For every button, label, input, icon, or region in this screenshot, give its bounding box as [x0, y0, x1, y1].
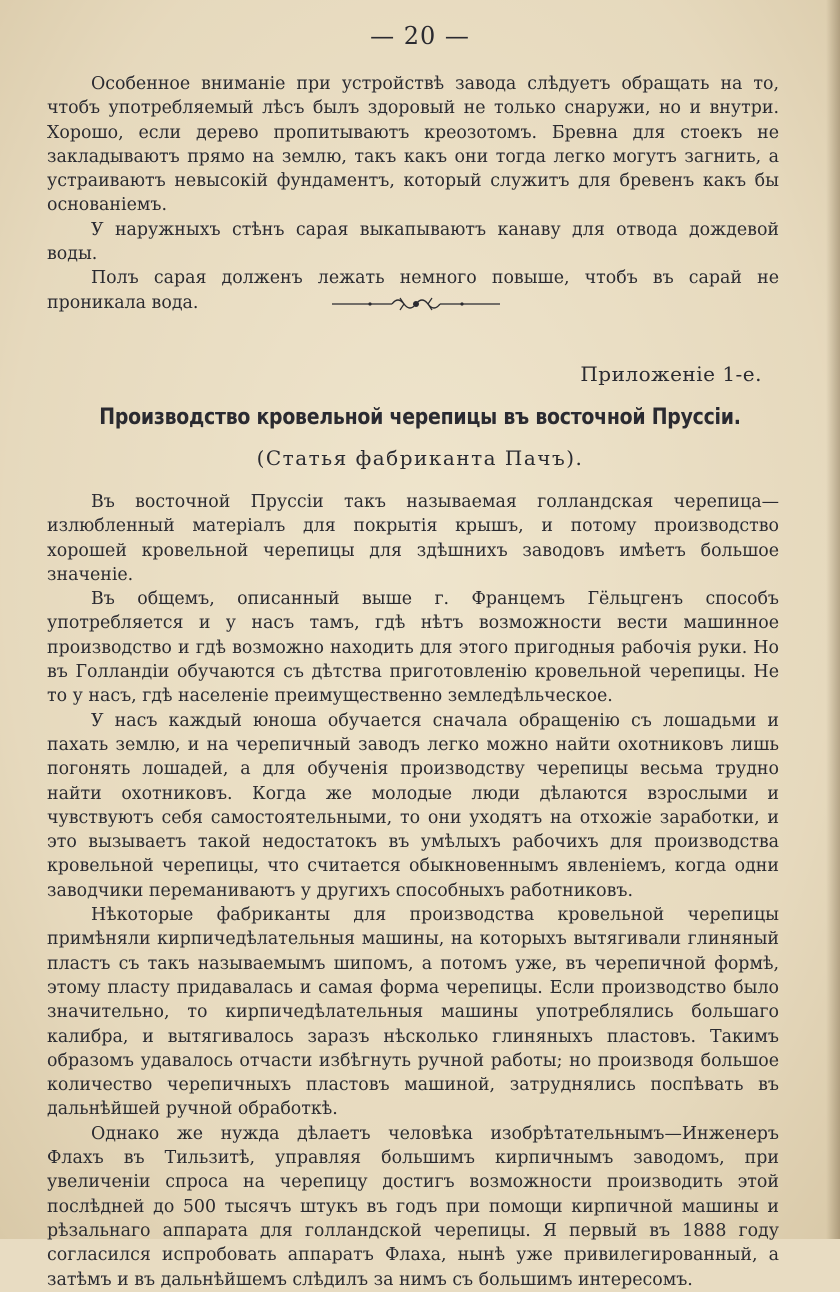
section-intro-text: [47, 72, 779, 315]
paragraph: Въ общемъ, описанный выше г. Францемъ Гёльцгенъ способъ употребляется и у насъ тамъ, гдѣ нѣтъ возможности вести машинное производство и гдѣ возможно находить для этого пригодныя рабочія руки. Но въ Голландіи обучаются съ дѣтства приготовленію кровельной черепицы. Не то у насъ, гдѣ населеніе преимущественно земледѣльческое.: [47, 589, 779, 707]
decorative-divider-ornament: [330, 292, 502, 316]
paragraph: Однако же нужда дѣлаетъ человѣка изобрѣтательнымъ—Инженеръ Флахъ въ Тильзитѣ, управляя большимъ кирпичнымъ заводомъ, при увеличеніи спроса на черепицу достигъ возможности производить этой послѣдней до 500 тысячъ штукъ въ годъ при помощи кирпичной машины и рѣзальнаго аппарата для голландской черепицы. Я первый въ 1888 году согласился испробовать аппаратъ Флаха, нынѣ уже привилегированный, а затѣмъ и въ дальнѣйшемъ слѣдилъ за нимъ съ большимъ интересомъ.: [47, 1123, 779, 1290]
article-title: Производство кровельной черепицы въ восточной Пруссіи.: [99, 404, 741, 430]
paragraph: Особенное вниманіе при устройствѣ завода слѣдуетъ обращать на то, чтобъ употребляемый лѣсъ былъ здоровый не только снаружи, но и внутри. Хорошо, если дерево пропитываютъ креозотомъ. Бревна для стоекъ не закладываютъ прямо на землю, такъ какъ они тогда легко могутъ загнить, а устраиваютъ невысокій фундаментъ, который служитъ для бревенъ какъ бы основаніемъ.: [47, 74, 779, 216]
paragraph: Нѣкоторые фабриканты для производства кровельной черепицы примѣняли кирпичедѣлательныя машины, на которыхъ вытягивали глиняный пластъ съ такъ называемымъ шипомъ, а потомъ уже, въ черепичной формѣ, этому пласту придавалась и самая форма черепицы. Если производство было значительно, то кирпичедѣлательныя машины употреблялись большаго калибра, и вытягивалось заразъ нѣсколько глиняныхъ пластовъ. Такимъ образомъ удавалось отчасти избѣгнуть ручной работы; но производя большое количество черепичныхъ пластовъ машиной, затруднялись поспѣвать въ дальнѣйшей ручной обработкѣ.: [47, 905, 779, 1120]
page-number: — 20 —: [370, 22, 470, 50]
appendix-label: Приложеніе 1-е.: [580, 362, 762, 386]
page-edge-shadow: [826, 0, 840, 1239]
article-body: [47, 490, 779, 1292]
paragraph: У насъ каждый юноша обучается сначала обращенію съ лошадьми и пахать землю, и на черепичный заводъ легко можно найти охотниковъ лишь погонять лошадей, а для обученія производству черепицы весьма трудно найти охотниковъ. Когда же молодые люди дѣлаются взрослыми и чувствуютъ себя самостоятельными, то они уходятъ на отхожіе заработки, и это вызываетъ такой недостатокъ въ умѣлыхъ рабочихъ для производства кровельной черепицы, что считается обыкновеннымъ явленіемъ, когда одни заводчики переманиваютъ у другихъ способныхъ работниковъ.: [47, 710, 779, 901]
paragraph: Полъ сарая долженъ лежать немного повыше, чтобъ въ сарай не проникала вода.: [47, 268, 779, 313]
article-subtitle: (Статья фабриканта Пачъ).: [256, 446, 584, 470]
paragraph: У наружныхъ стѣнъ сарая выкапываютъ канаву для отвода дождевой воды.: [47, 219, 779, 265]
paragraph: Въ восточной Пруссіи такъ называемая голландская черепица—излюбленный матеріалъ для покрытія крышъ, и потому производство хорошей кровельной черепицы для здѣшнихъ заводовъ имѣетъ большое значеніе.: [47, 492, 779, 585]
